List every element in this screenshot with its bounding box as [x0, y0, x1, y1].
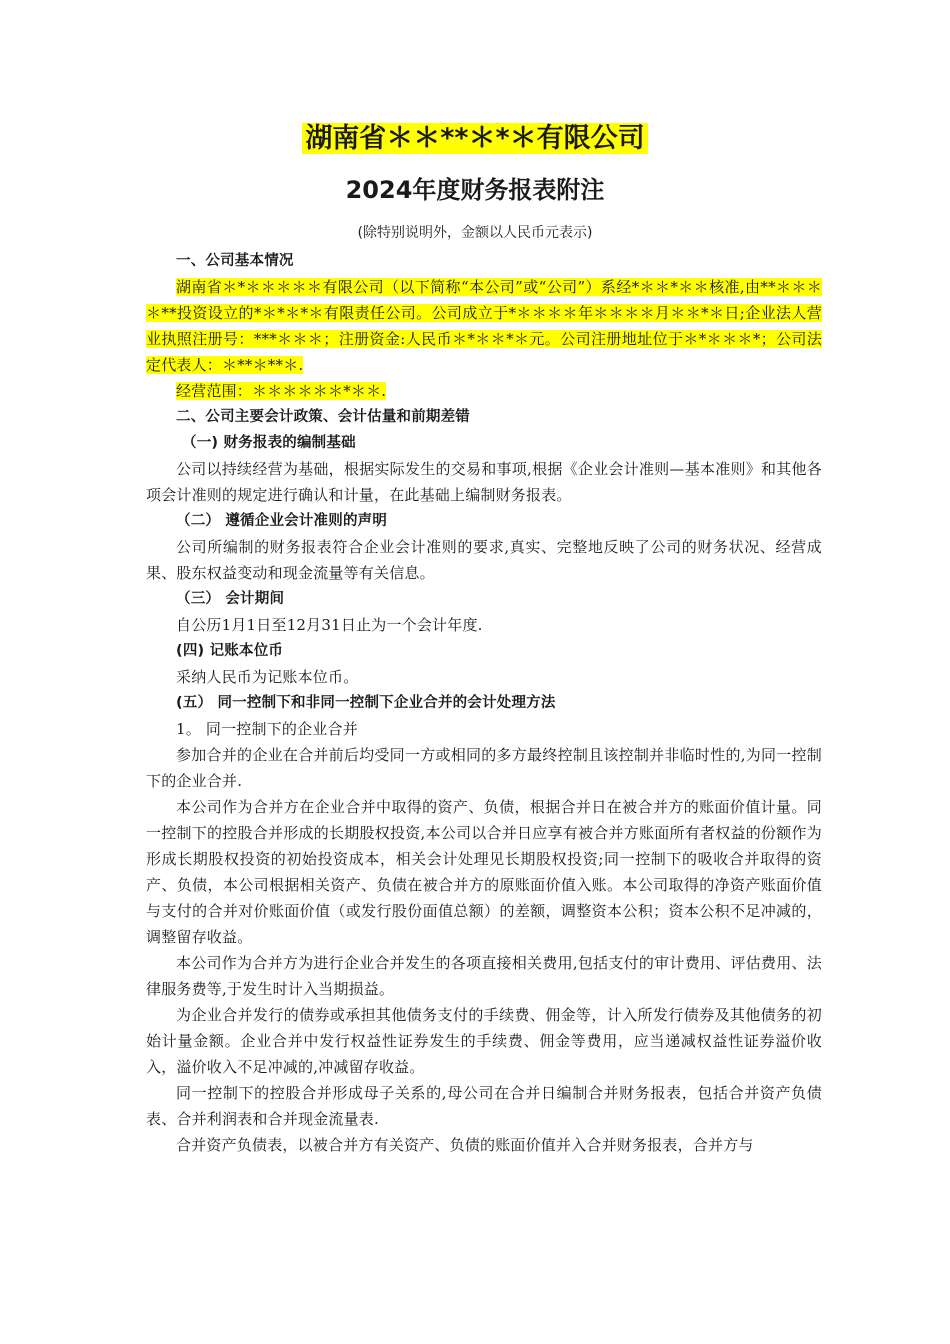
paragraph: 同一控制下的控股合并形成母子关系的,母公司在合并日编制合并财务报表，包括合并资产负债表、合并利润表和合并现金流量表.: [146, 1084, 822, 1128]
paragraph: 本公司作为合并方为进行企业合并发生的各项直接相关费用,包括支付的审计费用、评估费用、法律服务费等,于发生时计入当期损益。: [146, 954, 822, 998]
paragraph: 本公司作为合并方在企业合并中取得的资产、负债，根据合并日在被合并方的账面价值计量。同一控制下的控股合并形成的长期股权投资,本公司以合并日应享有被合并方账面所有者权益的份额作为形成长期股权投资的初始投资成本，相关会计处理见长期股权投资;同一控制下的吸收合并取得的资产、负债，本公司根据相关资产、负债在被合并方的原账面价值入账。本公司取得的净资产账面价值与支付的合并对价账面价值（或发行股份面值总额）的差额，调整资本公积；资本公积不足冲减的，调整留存收益。: [146, 798, 822, 946]
section-heading-2: 二、公司主要会计政策、会计估量和前期差错: [176, 409, 470, 425]
subsection-heading-4: (四) 记账本位币: [176, 643, 284, 659]
business-scope-paragraph: 经营范围：＊＊＊＊＊＊*＊＊.: [176, 382, 387, 400]
paragraph: 公司以持续经营为基础，根据实际发生的交易和事项,根据《企业会计准则—基本准则》和其他各项会计准则的规定进行确认和计量，在此基础上编制财务报表。: [146, 460, 822, 504]
paragraph: 合并资产负债表，以被合并方有关资产、负债的账面价值并入合并财务报表，合并方与: [176, 1136, 754, 1154]
subsection-heading-2: （二） 遵循企业会计准则的声明: [176, 513, 388, 529]
document-body: [146, 248, 822, 1158]
subsection-heading-3: （三） 会计期间: [176, 591, 285, 607]
paragraph: 采纳人民币为记账本位币。: [176, 668, 359, 686]
company-info-paragraph: 湖南省＊*＊＊＊＊＊有限公司（以下简称“本公司”或“公司”）系经*＊＊*＊＊核准,由**＊＊＊＊**投资设立的*＊*＊*＊有限责任公司。公司成立于*＊＊＊＊年＊＊＊＊月＊＊*＊日;企业法人营业执照注册号：***＊＊＊；注册资金:人民币＊*＊＊*＊元。公司注册地址位于＊*＊＊＊*；公司法定代表人：＊**＊**＊.: [146, 278, 822, 374]
paragraph: 自公历1月1日至12月31日止为一个会计年度.: [176, 616, 483, 634]
subsection-heading-5: (五） 同一控制下和非同一控制下企业合并的会计处理方法: [176, 695, 556, 711]
paragraph: 公司所编制的财务报表符合企业会计准则的要求,真实、完整地反映了公司的财务状况、经营成果、股东权益变动和现金流量等有关信息。: [146, 538, 822, 582]
paragraph: 为企业合并发行的债券或承担其他债务支付的手续费、佣金等，计入所发行债券及其他债务的初始计量金额。企业合并中发行权益性证券发生的手续费、佣金等费用，应当递减权益性证券溢价收入，溢价收入不足冲减的,冲减留存收益。: [146, 1006, 822, 1076]
company-title: 湖南省＊＊**＊*＊有限公司: [0, 118, 950, 160]
subsection-heading-1: （一) 财务报表的编制基础: [182, 435, 356, 451]
paragraph: 参加合并的企业在合并前后均受同一方或相同的多方最终控制且该控制并非临时性的,为同一控制下的企业合并.: [146, 746, 822, 790]
currency-note: (除特别说明外，金额以人民币元表示): [357, 225, 593, 241]
report-title: 2024年度财务报表附注: [345, 176, 605, 204]
section-heading-1: 一、公司基本情况: [176, 253, 294, 269]
numbered-item: 1。 同一控制下的企业合并: [176, 720, 358, 738]
